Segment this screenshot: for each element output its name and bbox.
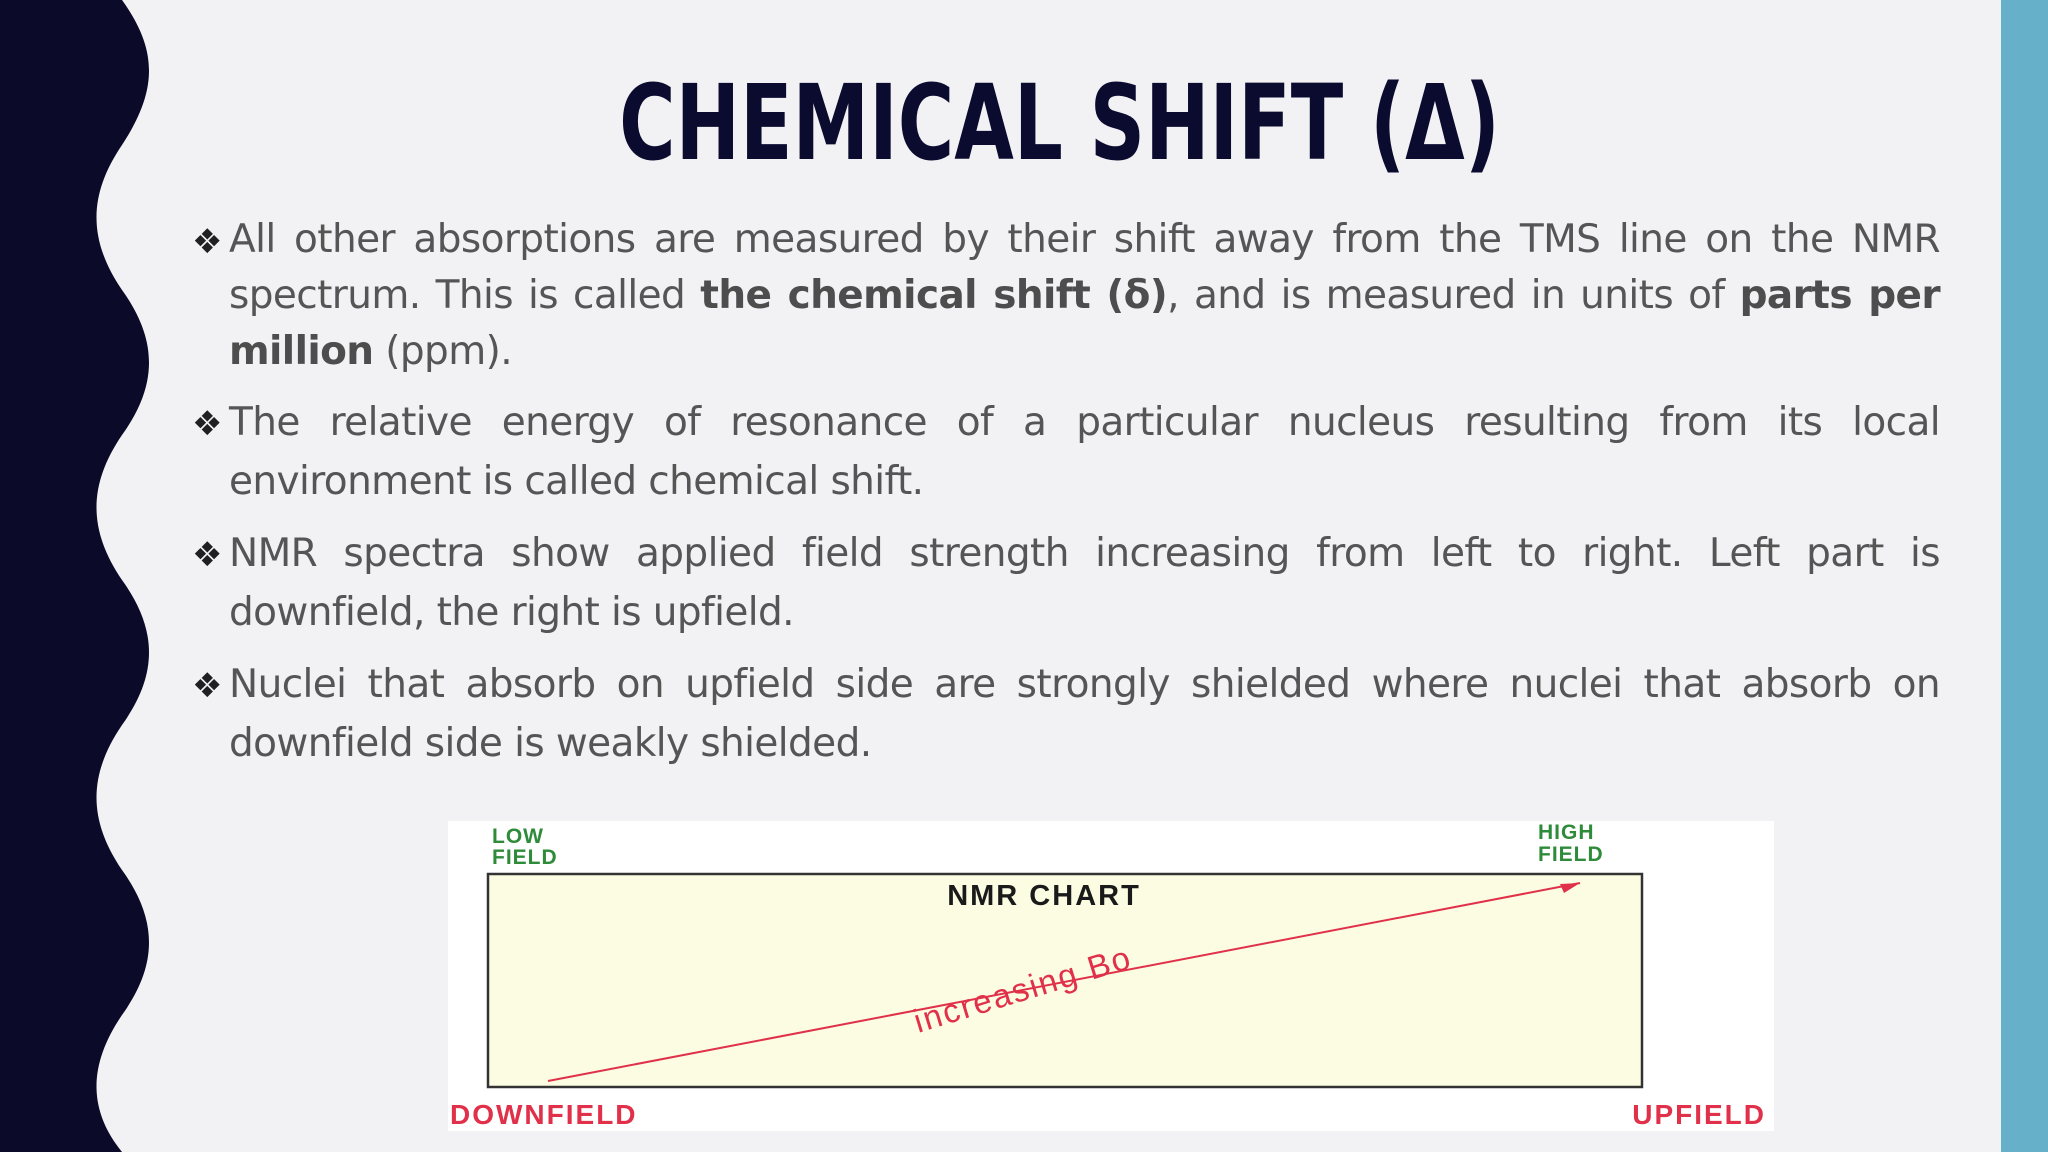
high-field-label-line1: HIGH <box>1538 821 1595 844</box>
bullet-bold-term: the chemical shift (δ) <box>700 273 1168 318</box>
arrow-label: increasing Bo <box>909 938 1137 1040</box>
bullet-text: , and is measured in units of <box>1167 273 1740 318</box>
bullet-item <box>192 655 1940 773</box>
bullet-bold-term: parts per million <box>229 273 1940 374</box>
bullet-item <box>192 524 1940 642</box>
bullet-list <box>192 212 1940 773</box>
nmr-chart-svg <box>448 821 1774 1131</box>
left-wave-decoration <box>0 0 160 1152</box>
bullet-item <box>192 212 1940 380</box>
nmr-chart-figure <box>448 821 1774 1131</box>
bullet-text: The relative energy of resonance of a particular nucleus resulting from its local environment is called chemical shift. <box>229 400 1940 504</box>
upfield-label: UPFIELD <box>1632 1099 1766 1130</box>
bullet-item <box>192 393 1940 511</box>
diamond-bullet-icon: ❖ <box>192 535 223 575</box>
diamond-bullet-icon: ❖ <box>192 222 223 262</box>
bullet-text: All other absorptions are measured by their shift away from the TMS line on the NMR spectrum. This is called <box>229 217 1940 318</box>
chart-title: NMR CHART <box>947 880 1141 912</box>
high-field-label-line2: FIELD <box>1538 843 1604 866</box>
diamond-bullet-icon: ❖ <box>192 666 223 706</box>
low-field-label-line2: FIELD <box>492 846 558 869</box>
downfield-label: DOWNFIELD <box>450 1099 638 1130</box>
diamond-bullet-icon: ❖ <box>192 404 223 444</box>
bullet-text: NMR spectra show applied field strength increasing from left to right. Left part is downfield, the right is upfield. <box>229 531 1940 635</box>
right-accent-bar <box>2001 0 2048 1152</box>
low-field-label-line1: LOW <box>492 825 544 848</box>
bullet-text: Nuclei that absorb on upfield side are strongly shielded where nuclei that absorb on downfield side is weakly shielded. <box>229 662 1940 766</box>
bullet-text: (ppm). <box>373 329 512 374</box>
slide-title: CHEMICAL SHIFT (Δ) <box>619 62 1500 184</box>
